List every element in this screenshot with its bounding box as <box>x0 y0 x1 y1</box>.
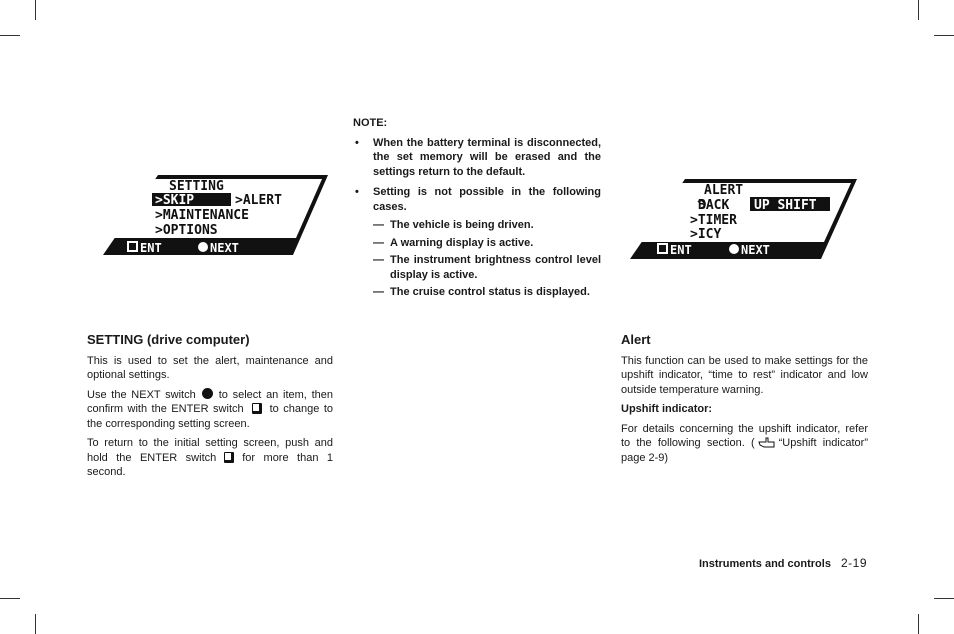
crop-mark <box>0 35 20 36</box>
enter-switch-icon <box>252 403 262 414</box>
case-item: — The cruise control status is displayed. <box>373 285 601 300</box>
setting-footer-ent: ENT <box>140 241 162 255</box>
alert-item-timer: >TIMER <box>690 213 737 228</box>
crop-mark <box>934 598 954 599</box>
page-footer <box>699 556 867 570</box>
setting-footer-next: NEXT <box>210 241 239 255</box>
alert-footer-ent: ENT <box>670 243 692 257</box>
setting-item-maintenance: >MAINTENANCE <box>155 208 249 223</box>
setting-item-skip: >SKIP <box>155 193 195 208</box>
case-item: — The instrument brightness control level display is active. <box>373 253 601 282</box>
next-switch-icon <box>729 244 739 254</box>
crop-mark <box>934 35 954 36</box>
note-list <box>353 136 601 300</box>
paragraph: For details concerning the upshift indicator, refer to the following section. ( “Upshift indicator” page 2-9) <box>621 422 868 464</box>
case-item: — A warning display is active. <box>373 236 601 251</box>
crop-mark <box>0 598 20 599</box>
next-switch-icon <box>198 242 208 252</box>
alert-footer-next: NEXT <box>741 243 770 257</box>
crop-mark <box>918 614 919 634</box>
paragraph: This function can be used to make settings for the upshift indicator, “time to rest” indicator and low outside temperature warning. <box>621 354 868 396</box>
page-number: 2-19 <box>840 556 867 570</box>
alert-section <box>621 333 868 470</box>
setting-display-illustration <box>103 174 329 256</box>
setting-title: SETTING <box>169 179 224 194</box>
note-title: NOTE: <box>353 117 388 129</box>
setting-item-alert: >ALERT <box>235 193 282 208</box>
crop-mark <box>35 0 36 20</box>
section-heading: SETTING (drive computer) <box>87 332 250 347</box>
crop-mark <box>918 0 919 20</box>
alert-item-back: BACK <box>698 198 730 213</box>
alert-item-icy: >ICY <box>690 227 722 242</box>
cases-list <box>373 218 601 300</box>
enter-switch-icon <box>224 452 234 463</box>
note-bullet: • Setting is not possible in the following cases. — The vehicle is being driven. — A warning display is active. — The instrument brightness control level display is active. — The cruise control status is displayed. <box>353 185 601 300</box>
crop-mark <box>35 614 36 634</box>
note-bullet: • When the battery terminal is disconnected, the set memory will be erased and the settings return to the default. <box>353 136 601 180</box>
setting-section <box>87 333 333 485</box>
paragraph: Use the NEXT switch to select an item, then confirm with the ENTER switch to change to the corresponding setting screen. <box>87 388 333 430</box>
section-heading: Alert <box>621 332 651 347</box>
alert-item-upshift: UP SHIFT <box>754 198 817 213</box>
subheading: Upshift indicator: <box>621 403 713 415</box>
setting-item-options: >OPTIONS <box>155 223 218 238</box>
paragraph: This is used to set the alert, maintenance and optional settings. <box>87 354 333 381</box>
footer-section-name: Instruments and controls <box>698 558 831 570</box>
case-item: — The vehicle is being driven. <box>373 218 601 233</box>
alert-display-illustration <box>630 178 858 260</box>
note-block <box>353 116 601 306</box>
next-switch-icon <box>202 388 213 399</box>
alert-title: ALERT <box>704 183 744 198</box>
reference-hand-icon <box>758 436 776 448</box>
paragraph: To return to the initial setting screen, push and hold the ENTER switch for more than 1 second. <box>87 437 333 478</box>
